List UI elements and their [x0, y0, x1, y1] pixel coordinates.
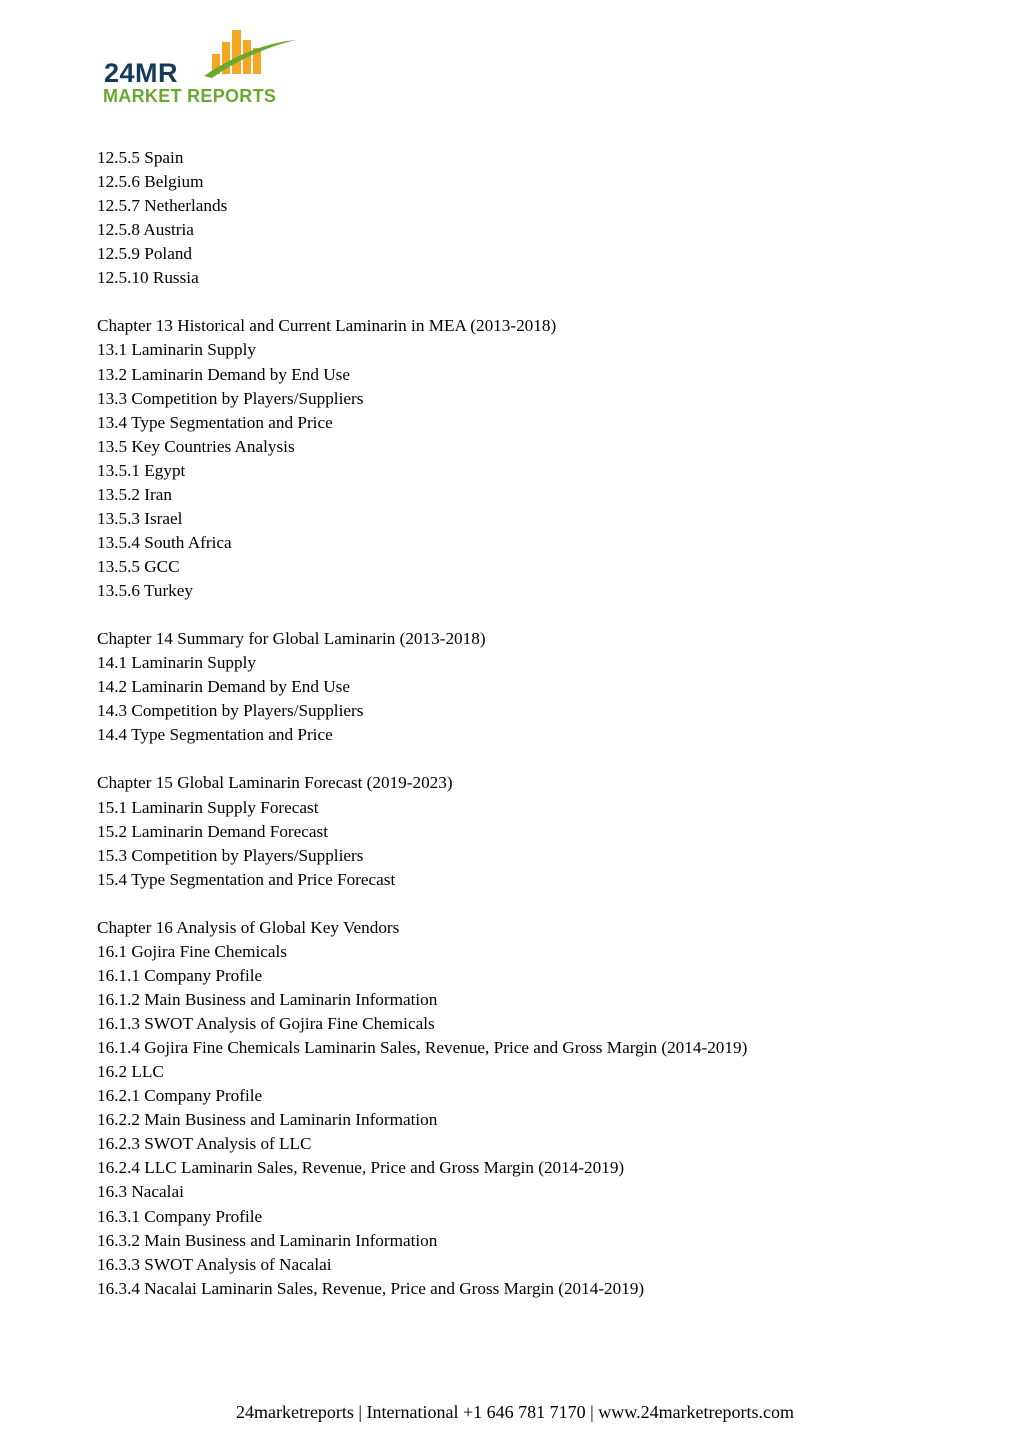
toc-entry: 12.5.9 Poland [97, 244, 193, 264]
toc-entry: 14.1 Laminarin Supply [97, 653, 256, 673]
toc-entry: 15.3 Competition by Players/Suppliers [97, 845, 364, 865]
toc-entry: 16.3.1 Company Profile [97, 1206, 263, 1226]
toc-block [97, 146, 937, 290]
toc-entry: 13.5.5 GCC [97, 557, 180, 576]
toc-block [97, 916, 937, 1301]
toc-entry: 16.1.1 Company Profile [97, 965, 263, 985]
toc-entry: 14.4 Type Segmentation and Price [97, 725, 333, 745]
toc-entry: 16.1 Gojira Fine Chemicals [97, 941, 287, 961]
footer-contact-text: 24marketreports | International +1 646 781 7170 | www.24marketreports.com [235, 1402, 795, 1422]
toc-entry: 16.3.3 SWOT Analysis of Nacalai [97, 1254, 332, 1274]
toc-entry: 13.5.3 Israel [97, 508, 183, 528]
toc-chapter-heading: Chapter 16 Analysis of Global Key Vendors [97, 917, 400, 937]
logo-bar-3 [232, 30, 241, 74]
toc-entry: 13.5.4 South Africa [97, 532, 232, 552]
toc-entry: 15.1 Laminarin Supply Forecast [97, 797, 319, 817]
toc-chapter-heading: Chapter 13 Historical and Current Laminarin in MEA (2013-2018) [97, 316, 557, 336]
toc-entry: 13.1 Laminarin Supply [97, 340, 256, 360]
toc-block [97, 627, 937, 747]
toc-entry: 13.3 Competition by Players/Suppliers [97, 388, 364, 408]
toc-entry: 12.5.6 Belgium [97, 172, 204, 192]
toc-entry: 12.5.10 Russia [97, 268, 199, 288]
company-logo [100, 28, 310, 108]
toc-entry: 13.2 Laminarin Demand by End Use [97, 364, 350, 384]
toc-chapter-heading: Chapter 15 Global Laminarin Forecast (2019-2023) [97, 773, 453, 793]
toc-entry: 13.5.2 Iran [97, 484, 172, 504]
toc-entry: 16.1.2 Main Business and Laminarin Information [97, 989, 438, 1009]
toc-block [97, 314, 937, 603]
toc-entry: 12.5.5 Spain [97, 148, 184, 167]
toc-entry: 14.3 Competition by Players/Suppliers [97, 701, 364, 721]
toc-entry: 16.3 Nacalai [97, 1182, 184, 1202]
toc-entry: 12.5.7 Netherlands [97, 196, 228, 216]
toc-chapter-heading: Chapter 14 Summary for Global Laminarin (2013-2018) [97, 629, 486, 649]
toc-entry: 16.2.2 Main Business and Laminarin Information [97, 1110, 438, 1130]
toc-entry: 16.3.4 Nacalai Laminarin Sales, Revenue, Price and Gross Margin (2014-2019) [97, 1278, 645, 1298]
logo-text-24mr: 24MR [104, 58, 179, 88]
logo-text-market-reports: MARKET REPORTS [103, 86, 277, 106]
toc-entry: 13.5.1 Egypt [97, 460, 186, 480]
toc-entry: 15.2 Laminarin Demand Forecast [97, 821, 329, 841]
toc-entry: 13.4 Type Segmentation and Price [97, 412, 333, 432]
toc-entry: 16.1.4 Gojira Fine Chemicals Laminarin Sales, Revenue, Price and Gross Margin (2014-2019) [97, 1038, 748, 1058]
toc-entry: 16.2 LLC [97, 1062, 164, 1082]
toc-entry: 16.2.4 LLC Laminarin Sales, Revenue, Price and Gross Margin (2014-2019) [97, 1158, 625, 1178]
table-of-contents [97, 146, 937, 1325]
toc-entry: 16.2.3 SWOT Analysis of LLC [97, 1134, 312, 1154]
toc-block [97, 771, 937, 891]
toc-entry: 12.5.8 Austria [97, 220, 194, 240]
toc-entry: 16.1.3 SWOT Analysis of Gojira Fine Chemicals [97, 1014, 435, 1033]
toc-entry: 14.2 Laminarin Demand by End Use [97, 677, 350, 697]
toc-entry: 13.5 Key Countries Analysis [97, 436, 295, 456]
toc-entry: 16.3.2 Main Business and Laminarin Information [97, 1230, 438, 1250]
page-footer [0, 1399, 1024, 1425]
toc-entry: 13.5.6 Turkey [97, 581, 193, 601]
toc-entry: 15.4 Type Segmentation and Price Forecast [97, 869, 396, 889]
toc-entry: 16.2.1 Company Profile [97, 1086, 263, 1106]
